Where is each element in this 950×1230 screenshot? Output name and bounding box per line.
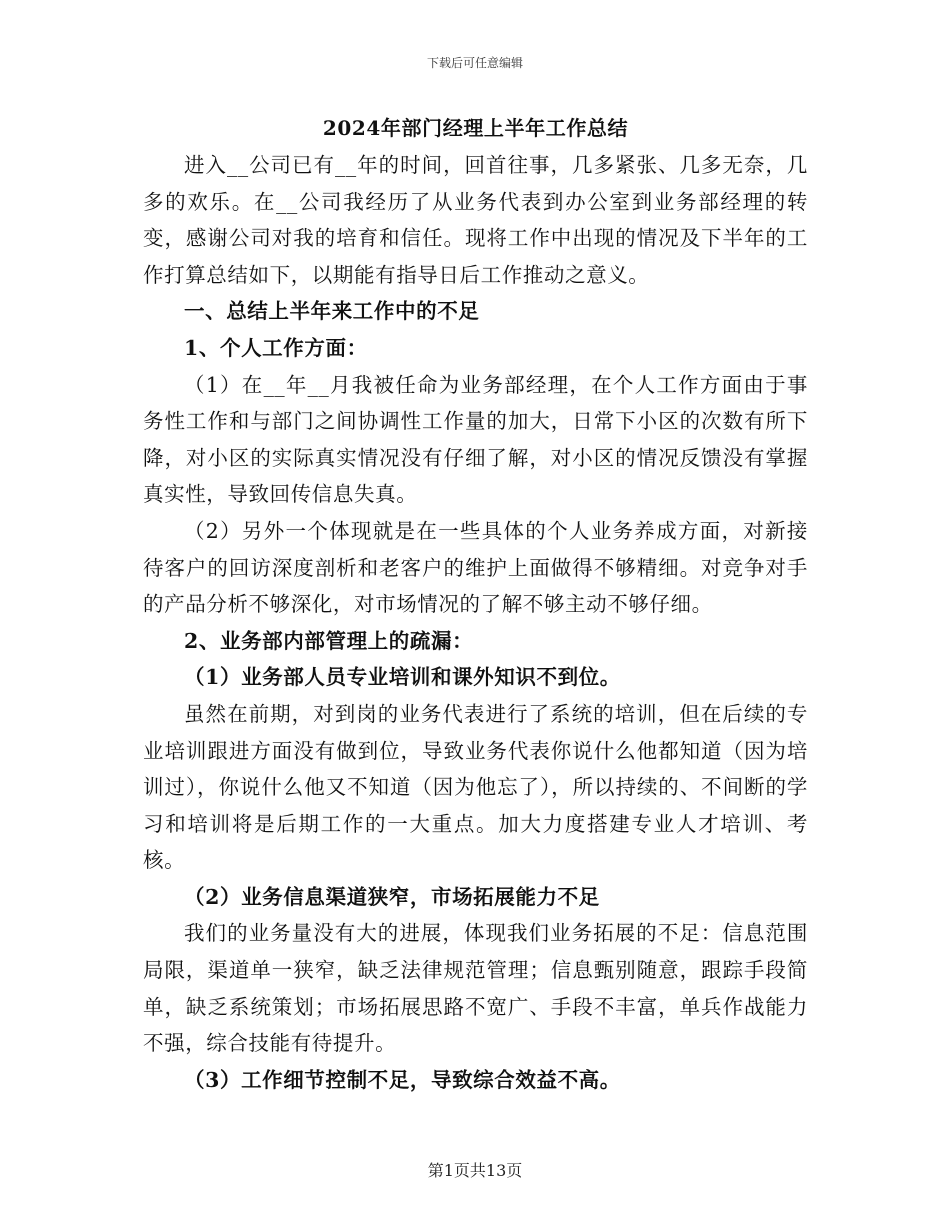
page-footer: 第1页共13页 xyxy=(427,1161,523,1180)
paragraph-market-channels: 我们的业务量没有大的进展，体现我们业务拓展的不足：信息范围局限，渠道单一狭窄，缺乏法律规范管理；信息甄别随意，跟踪手段简单，缺乏系统策划；市场拓展思路不宽广、手段不丰富，单兵作战能力不强，综合技能有待提升。 xyxy=(143,921,808,1056)
section-heading-shortcomings: 一、总结上半年来工作中的不足 xyxy=(184,299,480,324)
paragraph-personal-2: （2）另外一个体现就是在一些具体的个人业务养成方面，对新接待客户的回访深度剖析和老客户的维护上面做得不够精细。对竞争对手的产品分析不够深化，对市场情况的了解不够主动不够仔细。 xyxy=(143,518,808,617)
document-body xyxy=(143,113,808,1098)
subsection-heading-internal-management: 2、业务部内部管理上的疏漏： xyxy=(184,628,474,653)
paragraph-personal-1: （1）在__年__月我被任命为业务部经理，在个人工作方面由于事务性工作和与部门之间协调性工作量的加大，日常下小区的次数有所下降，对小区的实际真实情况没有仔细了解，对小区的情况反馈没有掌握真实性，导致回传信息失真。 xyxy=(143,372,808,507)
item-heading-detail-control: （3）工作细节控制不足，导致综合效益不高。 xyxy=(184,1067,621,1092)
paragraph-training: 虽然在前期，对到岗的业务代表进行了系统的培训，但在后续的专业培训跟进方面没有做到位，导致业务代表你说什么他都知道（因为培训过），你说什么他又不知道（因为他忘了），所以持续的、不间断的学习和培训将是后期工作的一大重点。加大力度搭建专业人才培训、考核。 xyxy=(143,701,808,873)
intro-paragraph: 进入__公司已有__年的时间，回首往事，几多紧张、几多无奈，几多的欢乐。在__公司我经历了从业务代表到办公室到业务部经理的转变，感谢公司对我的培育和信任。现将工作中出现的情况及下半年的工作打算总结如下，以期能有指导日后工作推动之意义。 xyxy=(143,153,808,287)
item-heading-training: （1）业务部人员专业培训和课外知识不到位。 xyxy=(184,665,621,690)
document-title: 2024年部门经理上半年工作总结 xyxy=(322,116,629,140)
page-header: 下载后可任意编辑 xyxy=(426,56,523,70)
item-heading-market-channels: （2）业务信息渠道狭窄，市场拓展能力不足 xyxy=(184,884,600,909)
subsection-heading-personal-work: 1、个人工作方面： xyxy=(184,335,368,360)
